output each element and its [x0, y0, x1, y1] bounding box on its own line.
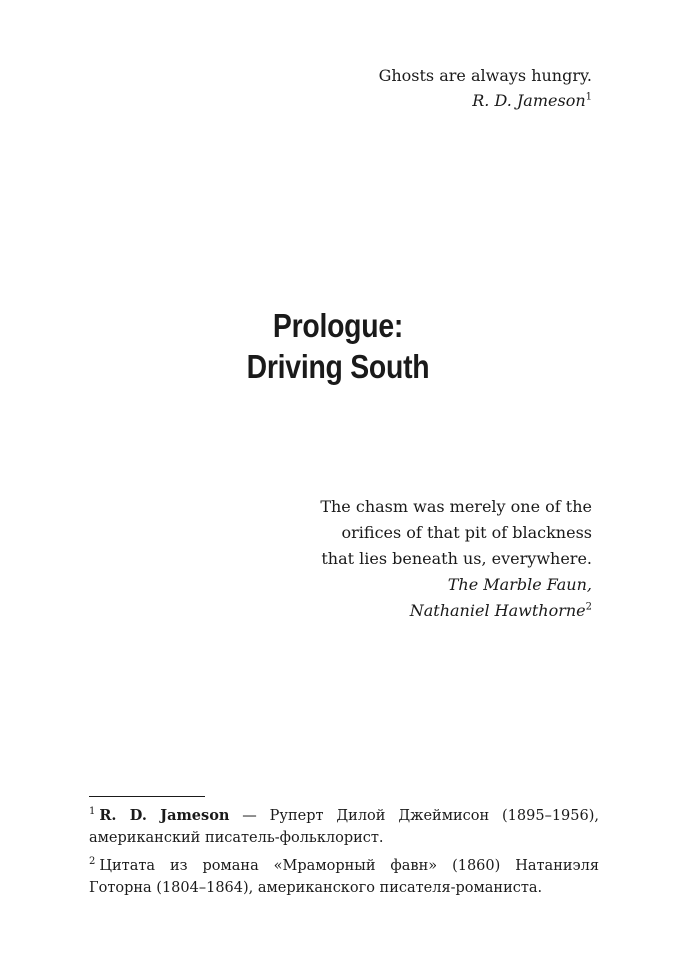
footnote-2-text: Цитата из романа «Мраморный фавн» (1860) Натаниэля Готорна (1804–1864), американского писателя-романиста. [89, 858, 599, 896]
epigraph-top-quote: Ghosts are always hungry. [378, 66, 592, 85]
footnote-2-number: 2 [89, 856, 96, 868]
epigraph-top-author [379, 88, 592, 113]
chapter-title [47, 305, 628, 387]
footnote-1 [89, 805, 599, 849]
epigraph-top-author-name: R. D. Jameson [472, 91, 586, 110]
chapter-title-line1: Prologue: [272, 307, 404, 344]
epigraph-middle-line1: The chasm was merely one of the [320, 497, 592, 516]
footnote-1-number: 1 [89, 806, 96, 818]
footnote-1-name: R. D. Jameson [99, 807, 230, 824]
footnote-ref-1[interactable]: 1 [585, 91, 592, 103]
footnote-2 [89, 855, 599, 899]
chapter-title-line2: Driving South [246, 348, 430, 385]
footnote-1-text: — Руперт Дилой Джеймисон (1895–1956), американский писатель-фольклорист. [89, 808, 599, 846]
epigraph-middle-source2 [320, 598, 592, 624]
epigraph-top [379, 63, 592, 113]
epigraph-middle-line3: that lies beneath us, everywhere. [321, 549, 592, 568]
epigraph-middle-source1: The Marble Faun, [447, 575, 592, 594]
epigraph-middle-line2: orifices of that pit of blackness [341, 523, 592, 542]
footnotes [89, 805, 599, 905]
footnote-divider [89, 796, 205, 797]
footnote-ref-2[interactable]: 2 [585, 601, 592, 613]
epigraph-middle-author: Nathaniel Hawthorne [409, 601, 586, 620]
epigraph-middle [320, 494, 592, 624]
